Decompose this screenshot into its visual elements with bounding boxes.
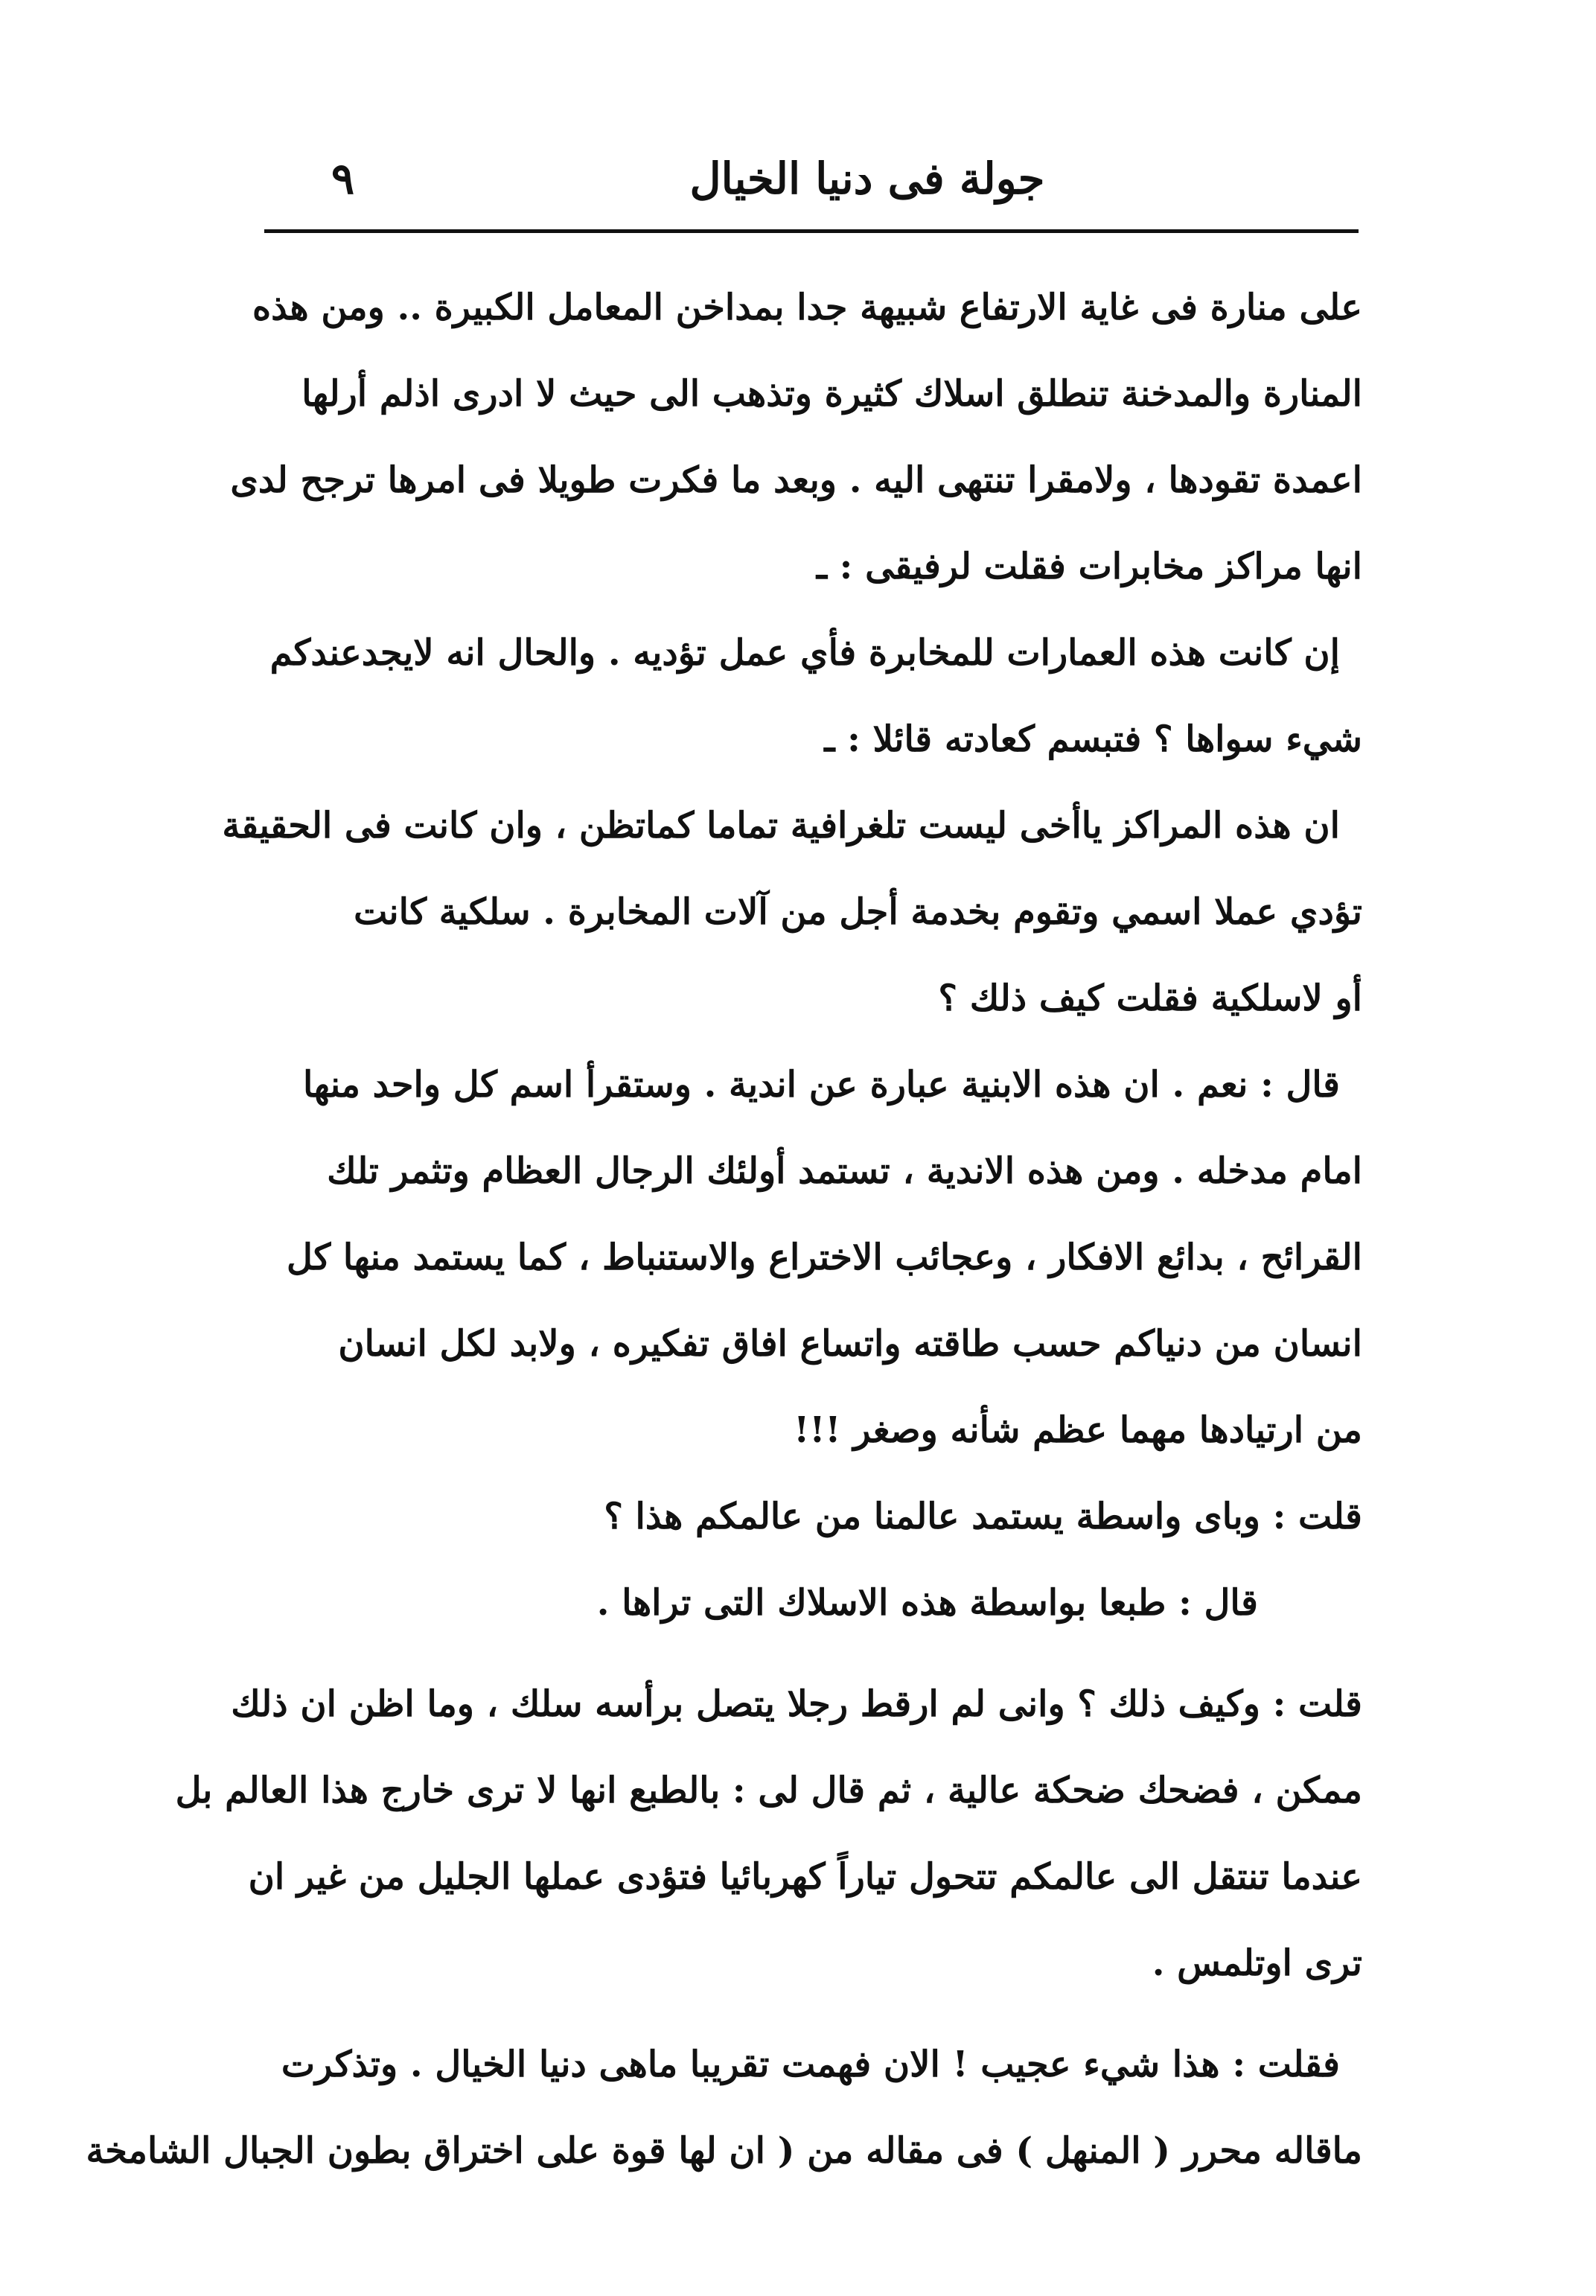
text-line: قال : نعم . ان هذه الابنية عبارة عن اندية . وستقرأ اسم كل واحد منها — [303, 1064, 1340, 1106]
text-line: إن كانت هذه العمارات للمخابرة فأي عمل تؤديه . والحال انه لايجدعندكم — [269, 632, 1340, 674]
text-line: ترى اوتلمس . — [1152, 1942, 1362, 1984]
text-line: انسان من دنياكم حسب طاقته واتساع افاق تفكيره ، ولابد لكل انسان — [338, 1323, 1362, 1365]
header-rule — [264, 229, 1359, 233]
text-line: انها مراكز مخابرات فقلت لرفيقى : ـ — [816, 546, 1362, 587]
text-line: شيء سواها ؟ فتبسم كعادته قائلا : ـ — [824, 718, 1362, 760]
text-line: قال : طبعا بواسطة هذه الاسلاك التى تراها . — [596, 1582, 1258, 1624]
page-number: ٩ — [331, 153, 355, 204]
text-line: القرائح ، بدائع الافكار ، وعجائب الاختراع والاستنباط ، كما يستمد منها كل — [287, 1237, 1362, 1278]
text-line: عندما تنتقل الى عالمكم تتحول تياراً كهربائيا فتؤدى عملها الجليل من غير ان — [248, 1856, 1362, 1898]
text-line: المنارة والمدخنة تنطلق اسلاك كثيرة وتذهب الى حيث لا ادرى اذلم أرلها — [301, 373, 1362, 415]
text-line: قلت : وكيف ذلك ؟ وانى لم ارقط رجلا يتصل برأسه سلك ، وما اظن ان ذلك — [231, 1683, 1362, 1725]
text-line: امام مدخله . ومن هذه الاندية ، تستمد أولئك الرجال العظام وتثمر تلك — [327, 1150, 1362, 1192]
text-line: فقلت : هذا شيء عجيب ! الان فهمت تقريبا ماهى دنيا الخيال . وتذكرت — [281, 2044, 1340, 2085]
body-text — [86, 264, 1362, 2194]
running-title: جولة فى دنيا الخيال — [689, 153, 1045, 204]
text-line: اعمدة تقودها ، ولامقرا تنتهى اليه . وبعد ما فكرت طويلا فى امرها ترجح لدى — [230, 459, 1362, 501]
text-line: ان هذه المراكز ياأخى ليست تلغرافية تماما كماتظن ، وان كانت فى الحقيقة — [222, 805, 1340, 846]
text-line: قلت : وباى واسطة يستمد عالمنا من عالمكم هذا ؟ — [604, 1496, 1362, 1537]
text-line: تؤدي عملا اسمي وتقوم بخدمة أجل من آلات المخابرة . سلكية كانت — [354, 891, 1362, 933]
page-header — [264, 141, 1359, 223]
text-line: أو لاسلكية فقلت كيف ذلك ؟ — [938, 978, 1362, 1019]
text-line: ممكن ، فضحك ضحكة عالية ، ثم قال لى : بالطبع انها لا ترى خارج هذا العالم بل — [175, 1770, 1362, 1811]
text-line: من ارتيادها مهما عظم شأنه وصغر !!! — [794, 1409, 1362, 1451]
text-line: على منارة فى غاية الارتفاع شبيهة جدا بمداخن المعامل الكبيرة .. ومن هذه — [252, 287, 1362, 328]
text-line: ماقاله محرر ( المنهل ) فى مقاله من ( ان لها قوة على اختراق بطون الجبال الشامخة — [86, 2130, 1362, 2172]
